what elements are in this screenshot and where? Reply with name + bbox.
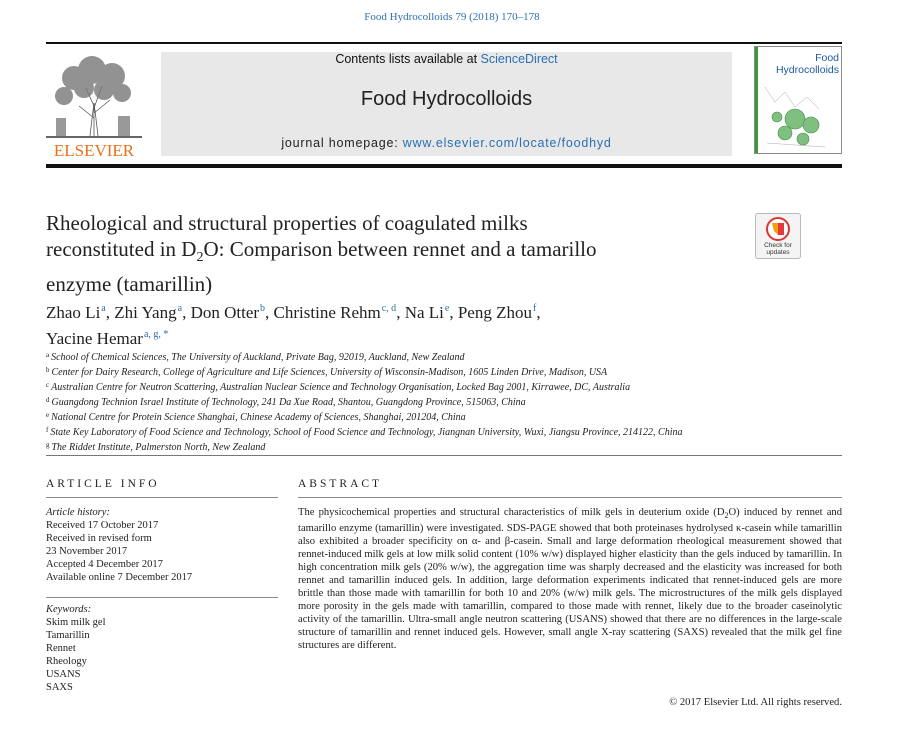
keywords-list [46,603,278,694]
author-affil-sup[interactable]: a [101,303,106,314]
history-label: Article history: [46,507,110,518]
affiliation-key: b [46,366,50,374]
copyright-notice: © 2017 Elsevier Ltd. All rights reserved. [669,697,842,708]
abstract-heading: ABSTRACT [298,478,383,490]
cover-title-line1: Food [815,52,839,64]
author-separator: , [105,303,115,322]
journal-banner [161,52,732,156]
author[interactable]: Christine Rehm [273,303,381,322]
affiliation-key: d [46,396,50,404]
abstract-rule [298,497,842,498]
author[interactable]: Peng Zhou [457,303,532,322]
affiliation-text: Guangdong Technion Israel Institute of Technology, 241 Da Xue Road, Shantou, Guangdong Province, 515063, China [51,397,526,408]
author-separator: , [182,303,191,322]
history-item: 23 November 2017 [46,546,128,557]
abstract-text [298,506,842,652]
affiliation-key: e [46,411,50,419]
keywords-rule [46,597,278,598]
article-info-heading: ARTICLE INFO [46,478,160,490]
history-item: Received in revised form [46,533,152,544]
author-separator: , [536,303,541,322]
affiliation-key: a [46,351,50,359]
keyword[interactable]: USANS [46,669,81,680]
affiliation-list [46,349,836,454]
affiliation-item [46,349,836,364]
author[interactable]: Zhi Yang [114,303,177,322]
abstract-subscript: 2 [724,511,729,521]
title-line-2 [46,236,716,271]
author-affil-sup[interactable]: f [532,303,537,314]
author-affil-sup[interactable]: e [444,303,450,314]
elsevier-tree-icon [44,48,144,160]
cover-molecule-icon [755,47,841,153]
keyword[interactable]: Rennet [46,643,76,654]
crossmark-label-line2: updates [766,249,790,256]
author-affil-sup[interactable]: c, d [381,303,397,314]
abstract-part1: The physicochemical properties and structural characteristics of milk gels in deuterium oxide (D [298,507,725,518]
author-separator: , [449,303,458,322]
affiliation-text: Center for Dairy Research, College of Agriculture and Life Sciences, University of Wisconsin-Madison, 1605 Linden Drive, Madison, USA [51,367,608,378]
crossmark-label-line1: Check for [764,242,792,249]
author[interactable]: Na Li [404,303,444,322]
affiliation-item [46,409,836,424]
crossmark-icon [756,216,800,244]
author-affil-sup[interactable]: a [177,303,183,314]
author-affil-sup[interactable]: b [260,303,266,314]
homepage-prefix: journal homepage: [281,136,403,150]
check-for-updates-button[interactable] [755,213,801,259]
journal-citation[interactable]: Food Hydrocolloids 79 (2018) 170–178 [364,11,540,23]
history-item: Available online 7 December 2017 [46,572,193,583]
history-item: Received 17 October 2017 [46,520,159,531]
affiliation-item [46,394,836,409]
publisher-name: ELSEVIER [53,141,135,160]
title-line-3: enzyme (tamarillin) [46,272,213,297]
affiliation-item [46,364,836,379]
affiliation-text: Australian Centre for Neutron Scattering, Australian Nuclear Science and Technology Organisation, Locked Bag 2001, Kirrawee, DC, Australia [51,382,631,393]
keyword[interactable]: Skim milk gel [46,617,106,628]
affiliation-item [46,439,836,454]
keyword[interactable]: Rheology [46,656,87,667]
affiliation-key: g [46,441,50,449]
author-separator: , [396,303,405,322]
homepage-line [161,136,732,150]
header-bottom-rule [46,164,842,168]
author-affil-sup[interactable]: a, g, * [143,329,169,340]
affiliation-text: State Key Laboratory of Food Science and Technology, School of Food Science and Technology, Jiangnan University, Wuxi, Jiangsu Province, 214122, China [50,427,683,438]
affiliation-key: c [46,381,50,389]
abstract-part2: O) induced by rennet and tamarillo enzyme (tamarillin) were investigated. SDS-PAGE showed that both proteinases hydrolysed κ-casein while tamarillin also exhibited a broader specificity on α- and β-casein. Small and large deformation rheological measurement showed that rennet-induced milk gels at low milk solid content (10% w/w) displayed higher elasticity than the gels induced by tamarillin. In high concentration milk gels (20% w/w), the aggregation time was sharply decreased and the elasticity was increased for both rennet and tamarillin induced gels. In addition, large deformation experiments indicated that rennet-induced gels are more brittle than those made with tamarillin for both 10 and 20% (w/w) milk gels. The microstructures of the milk gels displayed more porosity in the gels made with tamarillin, compared to those made with rennet, likely due to the broader caseinolytic activity of the tamarillin. Ultra-small angle neutron scattering (USANS) showed that there are no differences in the large-scale structure of tamarillin and rennet induced gels. However, small angle X-ray scattering (SAXS) revealed that the milk gel fine structures are different. [298,507,842,652]
check-for-updates-label [756,242,800,256]
section-divider [46,455,842,456]
affiliation-item [46,424,836,439]
journal-cover-thumbnail[interactable] [754,46,842,154]
journal-homepage-link[interactable]: www.elsevier.com/locate/foodhyd [402,136,612,150]
article-info-rule [46,497,278,498]
author[interactable]: Yacine Hemar [46,329,143,348]
history-item: Accepted 4 December 2017 [46,559,163,570]
article-history [46,506,278,584]
affiliation-text: The Riddet Institute, Palmerston North, New Zealand [51,442,266,453]
title-line-2a: reconstituted in D [46,237,197,261]
title-line-2b: O: Comparison between rennet and a tamarillo [203,237,597,261]
sciencedirect-link[interactable]: ScienceDirect [480,52,558,66]
contents-line [161,52,732,66]
keyword[interactable]: SAXS [46,682,73,693]
header-top-rule [46,42,842,44]
keywords-label: Keywords: [46,604,92,615]
cover-title-line2: Hydrocolloids [775,64,839,76]
article-title [46,210,716,297]
affiliation-item [46,379,836,394]
affiliation-key: f [46,426,49,434]
author[interactable]: Zhao Li [46,303,101,322]
author-list [46,298,806,350]
affiliation-text: School of Chemical Sciences, The University of Auckland, Private Bag, 92019, Auckland, New Zealand [51,352,465,363]
journal-title[interactable]: Food Hydrocolloids [360,88,533,110]
affiliation-text: National Centre for Protein Science Shanghai, Chinese Academy of Sciences, Shanghai, 201204, China [51,412,466,423]
author-separator: , [265,303,274,322]
elsevier-logo[interactable] [44,48,144,160]
contents-prefix: Contents lists available at [335,52,481,66]
keyword[interactable]: Tamarillin [46,630,90,641]
title-subscript: 2 [196,250,204,266]
title-line-1: Rheological and structural properties of coagulated milks [46,211,528,235]
author[interactable]: Don Otter [190,303,260,322]
